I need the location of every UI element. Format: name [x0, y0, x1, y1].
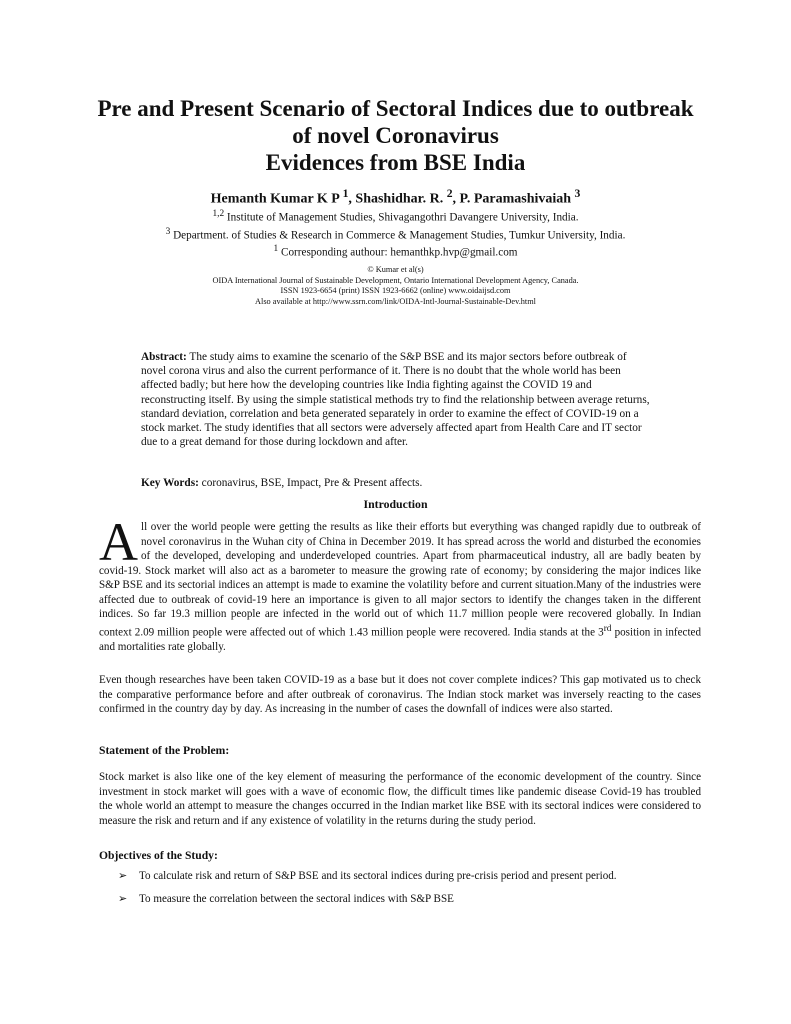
affiliation-2: Department. of Studies & Research in Commerce & Management Studies, Tumkur University, India. [170, 229, 626, 242]
objectives-list [118, 870, 718, 916]
list-item [118, 870, 718, 882]
arrow-bullet-icon: ➢ [118, 893, 128, 905]
abstract-text: The study aims to examine the scenario of the S&P BSE and its major sectors before outbreak of novel corona virus and also the current performance of it. There is no doubt that the whole world has been affected badly; but here how the developing countries like India fighting against the COVID 19 and reconstructing itself. By using the simple statistical methods try to find the relationship between average returns, standard deviation, correlation and beta generated separately in order to examine the effect of COVID-19 on a stock market. The study identifies that all sectors were adversely affected apart from Health Care and IT sector due to a great demand for those during lockdown and after. [141, 351, 650, 449]
list-item [118, 893, 718, 905]
author-2: Shashidhar. R. [355, 191, 444, 207]
corresponding-mark: 1 [273, 244, 279, 255]
ssrn-line: Also available at http://www.ssrn.com/link/OIDA-Intl-Journal-Sustainable-Dev.html [255, 296, 536, 306]
introduction-paragraph-1 [99, 512, 701, 654]
intro-p1-superscript: rd [603, 623, 612, 634]
title-line-1: Pre and Present Scenario of Sectoral Indices due to outbreak [97, 96, 694, 121]
author-2-mark: 2 [446, 187, 453, 200]
keywords-text: coronavirus, BSE, Impact, Pre & Present affects. [198, 477, 423, 489]
arrow-bullet-icon: ➢ [118, 870, 128, 882]
affiliation-1: Institute of Management Studies, Shivagangothri Davangere University, India. [224, 211, 579, 224]
affiliations [60, 207, 731, 260]
journal-info [60, 265, 731, 307]
objective-text: To measure the correlation between the sectoral indices with S&P BSE [139, 893, 454, 905]
problem-heading: Statement of the Problem: [99, 744, 230, 757]
affiliation-2-mark: 3 [165, 226, 171, 237]
abstract-label: Abstract: [141, 351, 187, 363]
author-list: Hemanth Kumar K P $^1$, Shashidhar. R. $^2$, P. Paramashivaiah $^3$ [210, 187, 581, 207]
journal-line: OIDA International Journal of Sustainable Development, Ontario International Development Agency, Canada. [212, 275, 579, 285]
objective-text: To calculate risk and return of S&P BSE and its sectoral indices during pre-crisis period and present period. [139, 870, 617, 882]
introduction-paragraph-2: Even though researches have been taken COVID-19 as a base but it does not cover complete indices? This gap motivated us to check the comparative performance before and after outbreak of coronavirus. The Indian stock market was inversely reacting to the cases confirmed in the country day by day. As increasing in the number of cases the downfall of indices were also started. [99, 674, 701, 715]
issn-line: ISSN 1923-6654 (print) ISSN 1923-6662 (online) www.oidaijsd.com [280, 286, 511, 295]
author-3-mark: 3 [574, 187, 581, 200]
abstract [141, 350, 651, 449]
drop-cap: A [99, 512, 138, 572]
paper-title [60, 95, 731, 176]
title-line-3: Evidences from BSE India [265, 150, 526, 175]
title-line-2: of novel Coronavirus [292, 123, 499, 148]
objectives-heading: Objectives of the Study: [99, 849, 218, 862]
introduction-heading: Introduction [363, 497, 428, 511]
copyright-line: © Kumar et al(s) [367, 265, 424, 274]
author-3: P. Paramashivaiah [459, 191, 572, 207]
affiliation-1-mark: 1,2 [212, 209, 225, 219]
intro-p1-text-end: position in infected and mortalities rate globally. [99, 626, 701, 653]
intro-p1-text: ll over the world people were getting the results as like their efforts but everything was changed rapidly due to outbreak of novel coronavirus in the Wuhan city of China in December 2019. It has spread across the world and disturbed the economies of the developed, developing and underdeveloped countries. Apart from pharmaceutical industry, all are badly beaten by covid-19. Stock market will also act as a barometer to measure the growing rate of economy; by considering the major indices like S&P BSE and its sectorial indices an attempt is made to examine the volatility before and current situation.Many of the industries were affected due to outbreak of covid-19 here an importance is given to all major sectors to identify the changes taken in the different indices. So far 19.3 million people are infected in the world out of which 11.7 million people were recovered globally. In Indian context 2.09 million people were affected out of which 1.43 million people were recovered. India stands at the 3 [99, 521, 701, 639]
corresponding-author: Corresponding authour: hemanthkp.hvp@gmail.com [278, 247, 518, 260]
problem-paragraph: Stock market is also like one of the key element of measuring the performance of the economic development of the country. Since investment in stock market will goes with a wave of economic flow, the difficult times like pandemic disease Covid-19 has troubled the whole world an attempt to measure the changes occurred in the Indian market like BSE with its sectoral indices were considered to measure the risk and return and if any existence of volatility in the returns during the study period. [99, 771, 701, 827]
author-1: Hemanth Kumar K P [210, 191, 340, 207]
keywords [141, 477, 651, 489]
keywords-label: Key Words: [141, 477, 199, 489]
author-1-mark: 1 [342, 187, 349, 200]
